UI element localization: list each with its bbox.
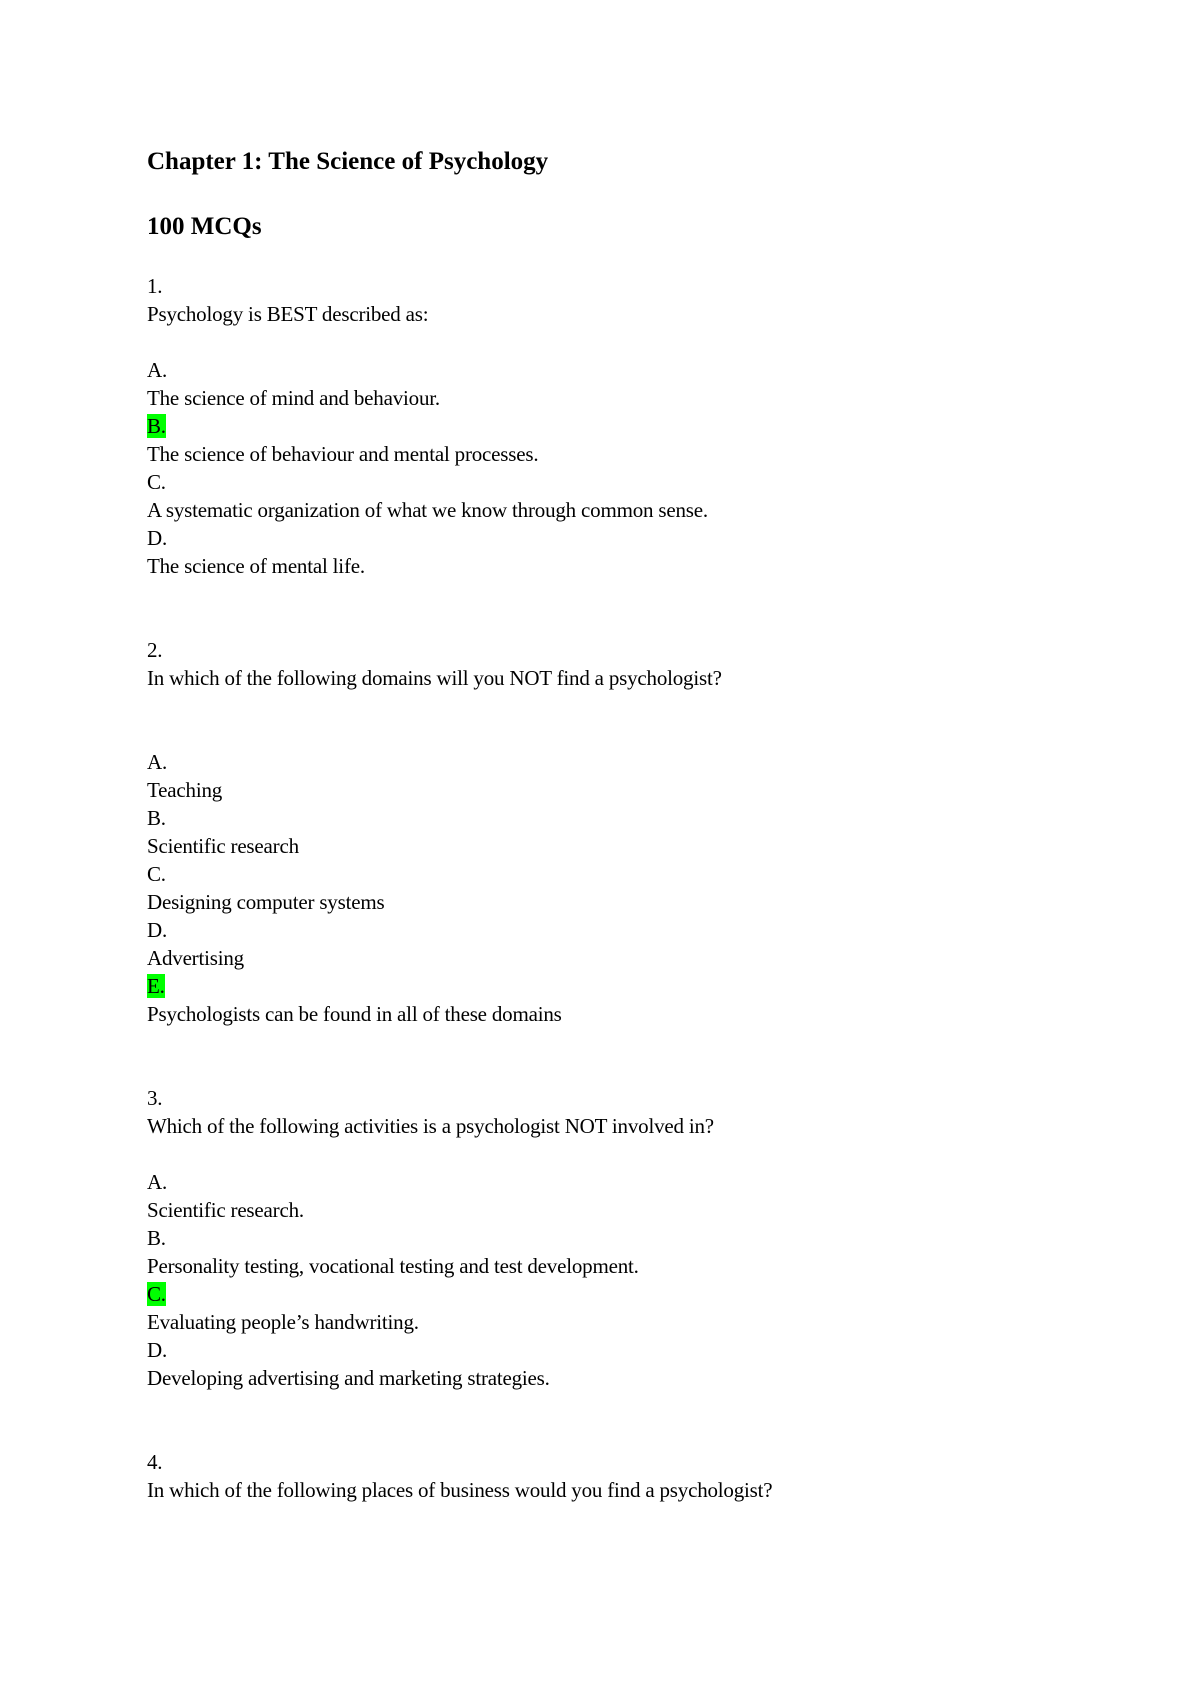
option-letter: B. xyxy=(147,1226,166,1250)
question-3 xyxy=(147,1084,1147,1392)
option-letter: A. xyxy=(147,358,168,382)
option-text: Personality testing, vocational testing and test development. xyxy=(147,1254,639,1278)
option-letter: A. xyxy=(147,750,168,774)
question-2 xyxy=(147,636,1147,1028)
option-letter: C. xyxy=(147,470,166,494)
option-text: The science of mind and behaviour. xyxy=(147,386,440,410)
option-letter: D. xyxy=(147,1338,168,1362)
document-subtitle: 100 MCQs xyxy=(147,213,262,240)
option-text: Psychologists can be found in all of these domains xyxy=(147,1002,562,1026)
question-text: In which of the following domains will you NOT find a psychologist? xyxy=(147,666,722,690)
correct-answer-letter: C. xyxy=(147,1282,166,1306)
option-text: The science of behaviour and mental processes. xyxy=(147,442,539,466)
question-number: 4. xyxy=(147,1450,163,1474)
option-letter: A. xyxy=(147,1170,168,1194)
question-text: In which of the following places of business would you find a psychologist? xyxy=(147,1478,773,1502)
question-number: 3. xyxy=(147,1086,163,1110)
option-text: Scientific research. xyxy=(147,1198,304,1222)
correct-answer-letter: B. xyxy=(147,414,166,438)
option-text: Evaluating people’s handwriting. xyxy=(147,1310,419,1334)
option-letter: D. xyxy=(147,526,168,550)
option-text: Developing advertising and marketing strategies. xyxy=(147,1366,550,1390)
option-text: Teaching xyxy=(147,778,223,802)
option-text: Designing computer systems xyxy=(147,890,385,914)
question-text: Psychology is BEST described as: xyxy=(147,302,429,326)
option-letter: D. xyxy=(147,918,168,942)
correct-answer-letter: E. xyxy=(147,974,165,998)
option-text: A systematic organization of what we know through common sense. xyxy=(147,498,708,522)
option-text: The science of mental life. xyxy=(147,554,365,578)
option-letter: B. xyxy=(147,806,166,830)
question-text: Which of the following activities is a psychologist NOT involved in? xyxy=(147,1114,714,1138)
document-title: Chapter 1: The Science of Psychology xyxy=(147,148,549,175)
question-1 xyxy=(147,272,1147,580)
option-text: Advertising xyxy=(147,946,244,970)
question-number: 1. xyxy=(147,274,163,298)
option-letter: C. xyxy=(147,862,166,886)
question-4 xyxy=(147,1448,1147,1504)
option-text: Scientific research xyxy=(147,834,299,858)
question-number: 2. xyxy=(147,638,163,662)
